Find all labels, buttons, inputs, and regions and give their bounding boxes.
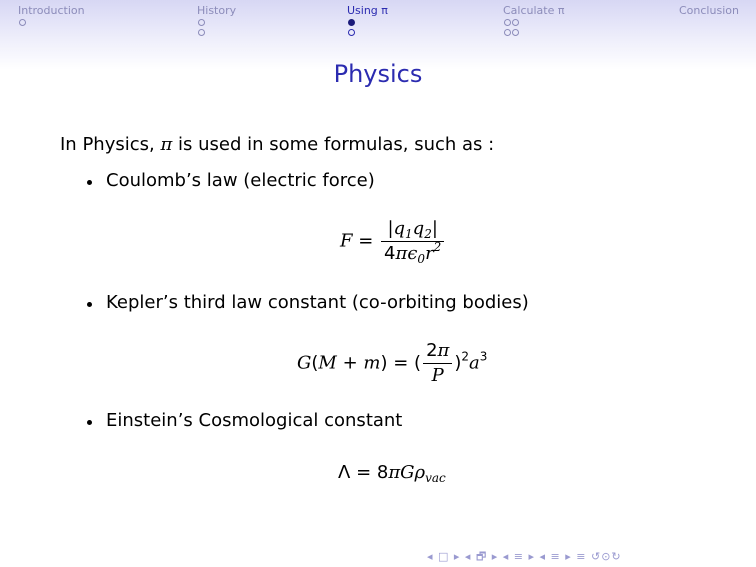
equation-einstein: Λ = 8πGρ$_{vac}$ <box>338 462 446 485</box>
slide-title: Physics <box>333 60 423 88</box>
kepler-denominator: P <box>431 365 444 386</box>
coulomb-denominator: $4\pi\epsilon_0r^2$ <box>384 240 442 266</box>
intro-text-end: is used in some formulas, such as : <box>172 134 495 155</box>
nav-dot-using-pi-2[interactable] <box>348 29 355 36</box>
bullet-einstein: Einstein’s Cosmological constant <box>106 410 403 431</box>
coulomb-fraction <box>381 218 444 265</box>
intro-pi-symbol: π <box>160 134 173 155</box>
nav-dot-using-pi-current[interactable] <box>348 19 355 26</box>
coulomb-lhs: F <box>340 230 353 252</box>
equation-kepler: G(M + m) = ( $\frac{2\pi}{P}$ )$^2a^3$ <box>297 340 488 386</box>
kepler-numerator: 2π <box>423 340 452 364</box>
bullet-marker <box>87 302 92 307</box>
bullet-kepler: Kepler’s third law constant (co-orbiting bodies) <box>106 292 529 313</box>
nav-dot-calculate-2[interactable] <box>512 19 519 26</box>
nav-dot-history-1[interactable] <box>198 19 205 26</box>
kepler-fraction <box>423 340 452 387</box>
equation-coulomb: F = $\frac{|q_1q_2|}{4\pi\epsilon_0r^2}$ <box>340 218 446 265</box>
nav-dot-calculate-4[interactable] <box>512 29 519 36</box>
nav-section-conclusion[interactable]: Conclusion <box>679 4 739 17</box>
nav-dot-calculate-1[interactable] <box>504 19 511 26</box>
bullet-coulomb: Coulomb’s law (electric force) <box>106 170 375 191</box>
kepler-lhs: G(M + m) <box>297 352 388 374</box>
coulomb-numerator: $|q_1q_2|$ <box>381 218 444 242</box>
einstein-lhs: Λ <box>338 462 351 483</box>
nav-section-history[interactable]: History <box>197 4 237 17</box>
nav-dot-calculate-3[interactable] <box>504 29 511 36</box>
nav-section-using-pi[interactable]: Using π <box>347 4 388 17</box>
nav-section-introduction[interactable]: Introduction <box>18 4 85 17</box>
nav-dot-introduction-1[interactable] <box>19 19 26 26</box>
bullet-marker <box>87 180 92 185</box>
bullet-marker <box>87 420 92 425</box>
intro-text <box>60 134 494 155</box>
nav-dot-history-2[interactable] <box>198 29 205 36</box>
beamer-navigation-symbols[interactable]: ◂ □ ▸ ◂ 🗗 ▸ ◂ ≡ ▸ ◂ ≡ ▸ ≡ ↺⊙↻ <box>427 550 622 563</box>
intro-text-start: In Physics, <box>60 134 161 155</box>
nav-section-calculate-pi[interactable]: Calculate π <box>503 4 565 17</box>
